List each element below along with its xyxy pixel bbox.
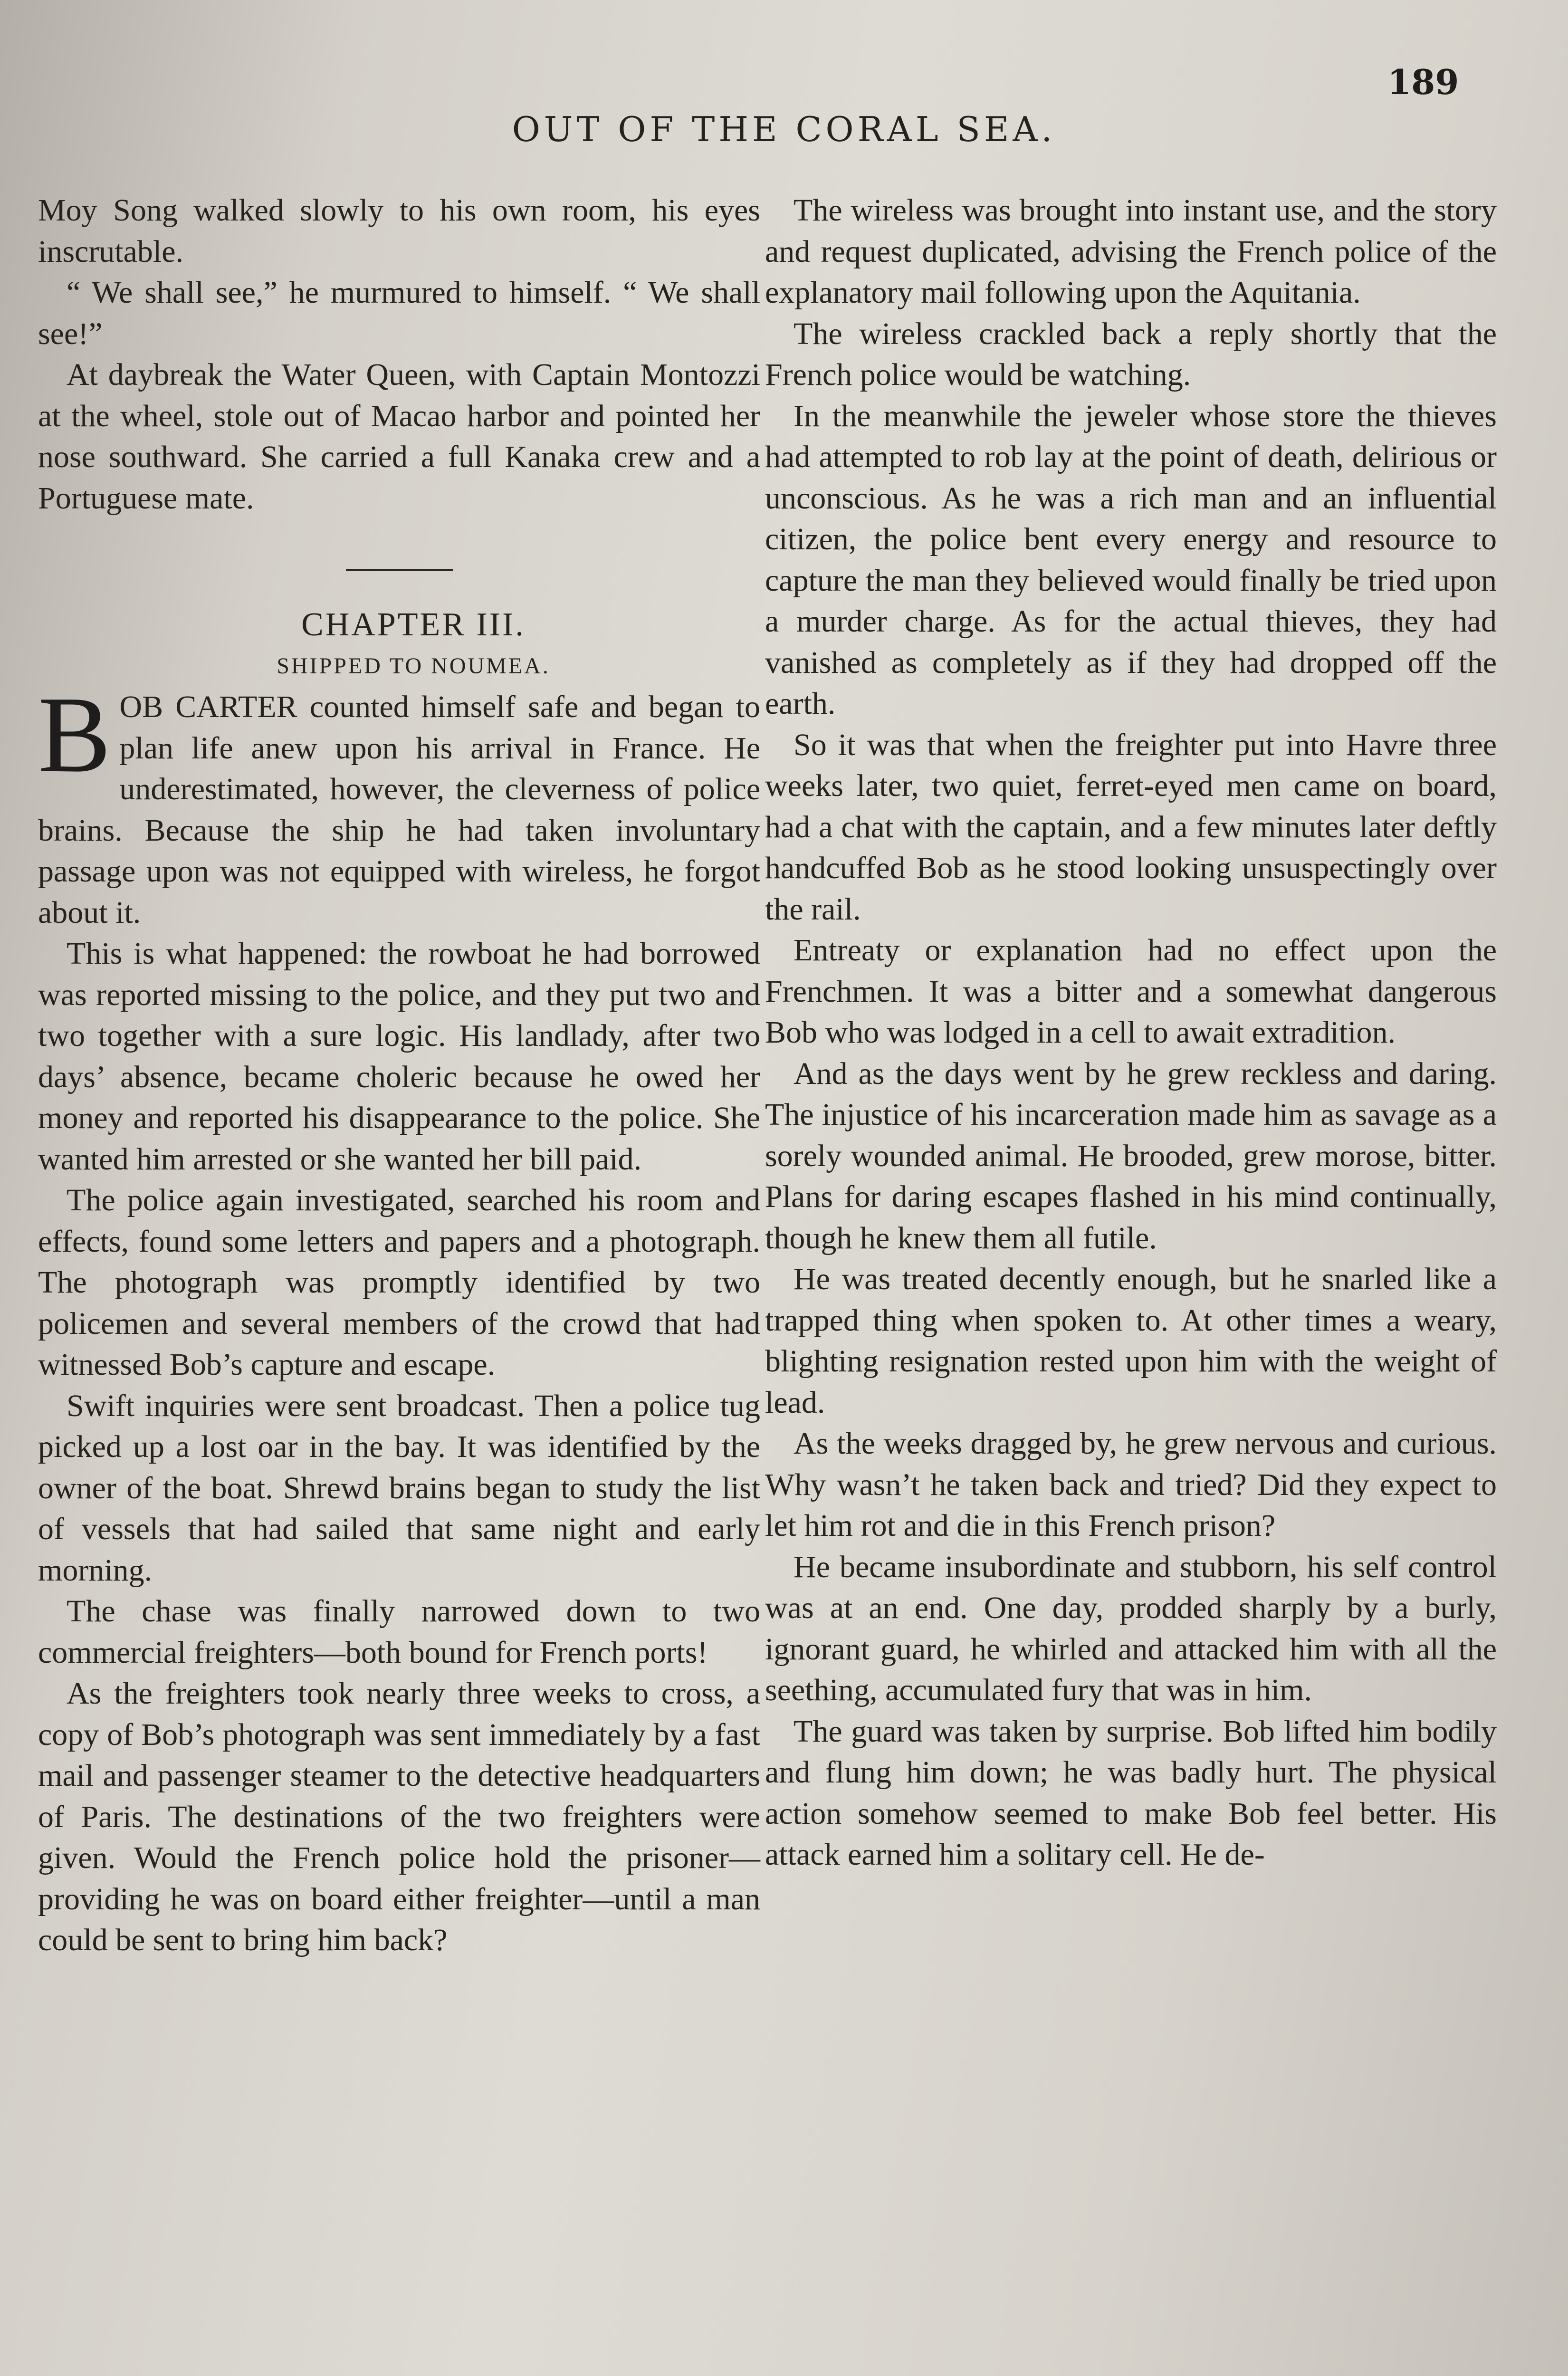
left-column [38,190,760,2376]
paragraph: In the meanwhile the jeweler whose store the thieves had attempted to rob lay at the point of death, delirious or unconscious. As he was a rich man and an influential citizen, the police bent every energy and resource to capture the man they believed would finally be tried upon a murder charge. As for the actual thieves, they had vanished as completely as if they had dropped off the earth. [765,398,1497,721]
paragraph: Swift inquiries were sent broadcast. Then a police tug picked up a lost oar in the bay. It was identified by the owner of the boat. Shrewd brains began to study the list of vessels that had sailed that same night and early morning. [38,1388,760,1588]
right-column [765,190,1497,2376]
paragraph-text: OB CARTER counted himself safe and began to plan life anew upon his arrival in France. He underestimated, however, the cleverness of police brains. Because the ship he had taken involuntary passage upon was not equipped with wireless, he forgot about it. [38,690,760,930]
page-number: 189 [1387,62,1459,102]
paragraph: As the weeks dragged by, he grew nervous and curious. Why wasn’t he taken back and tried? Did they expect to let him rot and die in this French prison? [765,1426,1497,1543]
paragraph: The police again investigated, searched his room and effects, found some letters and papers and a photograph. The photograph was promptly identified by two policemen and several members of the crowd that had witnessed Bob’s capture and escape. [38,1183,760,1382]
paragraph: As the freighters took nearly three weeks to cross, a copy of Bob’s photograph was sent immediately by a fast mail and passenger steamer to the detective headquarters of Paris. The destinations of the two freighters were given. Would the French police hold the prisoner—providing he was on board either freighter—until a man could be sent to bring him back? [38,1676,760,1957]
paragraph: Moy Song walked slowly to his own room, his eyes inscrutable. [38,193,760,269]
paragraph: This is what happened: the rowboat he had borrowed was reported missing to the police, and they put two and two together with a sure logic. His landlady, after two days’ absence, became choleric because he owed her money and reported his disappearance to the police. She wanted him arrested or she wanted her bill paid. [38,936,760,1177]
chapter-title: CHAPTER III. [301,606,526,643]
paragraph: So it was that when the freighter put into Havre three weeks later, two quiet, ferret-eyed men came on board, had a chat with the captain, and a few minutes later deftly handcuffed Bob as he stood looking unsuspectingly over the rail. [765,727,1497,927]
paragraph: And as the days went by he grew reckless and daring. The injustice of his incarceration made him as savage as a sorely wounded animal. He brooded, grew morose, bitter. Plans for daring escapes flashed in his mind continually, though he knew them all futile. [765,1056,1497,1255]
paragraph: The guard was taken by surprise. Bob lifted him bodily and flung him down; he was badly hurt. The physical action somehow seemed to make Bob feel better. His attack earned him a solitary cell. He de- [765,1714,1497,1872]
paragraph: Entreaty or explanation had no effect upon the Frenchmen. It was a bitter and a somewhat dangerous Bob who was lodged in a cell to await extradition. [765,933,1497,1050]
paragraph: He became insubordinate and stubborn, his self control was at an end. One day, prodded sharply by a burly, ignorant guard, he whirled and attacked him with all the seething, accumulated fury that was in him. [765,1549,1497,1707]
paragraph: “ We shall see,” he murmured to himself. “ We shall see!” [38,275,760,351]
paragraph: He was treated decently enough, but he snarled like a trapped thing when spoken to. At other times a weary, blighting resignation rested upon him with the weight of lead. [765,1262,1497,1420]
running-head: OUT OF THE CORAL SEA. [512,109,1056,149]
section-divider [346,569,453,571]
paragraph: The wireless crackled back a reply shortly that the French police would be watching. [765,316,1497,392]
drop-cap: B [38,674,111,795]
paragraph: The wireless was brought into instant use, and the story and request duplicated, advising the French police of the explanatory mail following upon the Aquitania. [765,193,1497,310]
paragraph: At daybreak the Water Queen, with Captain Montozzi at the wheel, stole out of Macao harbor and pointed her nose southward. She carried a full Kanaka crew and a Portuguese mate. [38,357,760,516]
paragraph: The chase was finally narrowed down to two commercial freighters—both bound for French ports! [38,1594,760,1670]
chapter-subtitle: SHIPPED TO NOUMEA. [277,653,550,679]
chapter-opening-paragraph [38,674,760,933]
